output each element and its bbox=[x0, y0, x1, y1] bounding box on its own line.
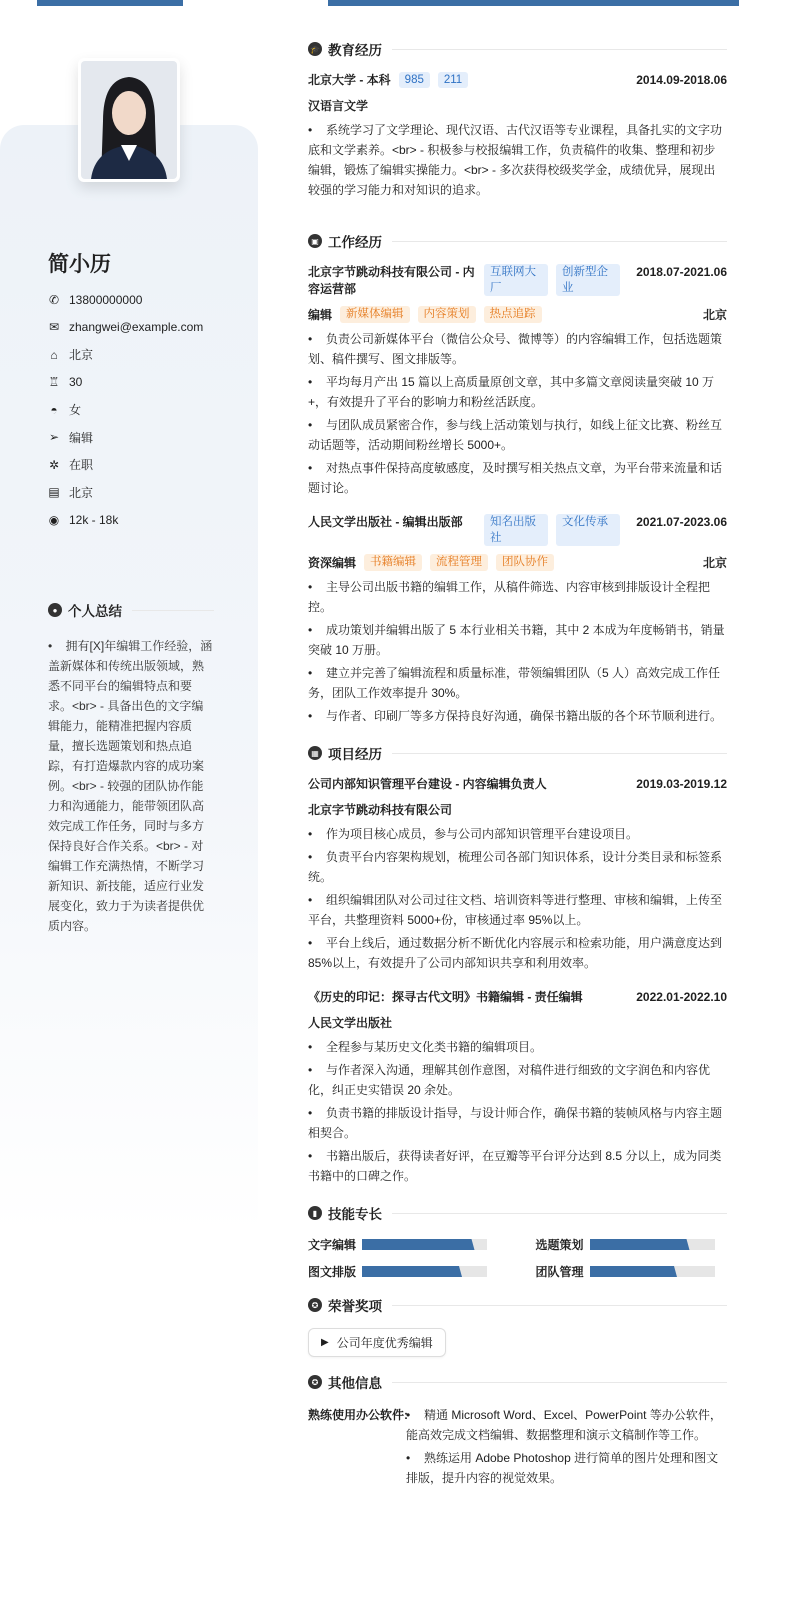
project-name: 《历史的印记：探寻古代文明》书籍编辑 - 责任编辑 bbox=[308, 990, 583, 1004]
divider bbox=[392, 1382, 727, 1383]
bullet-item: • 建立并完善了编辑流程和质量标准，带领编辑团队（5 人）高效完成工作任务，团队工作效率提升 30%。 bbox=[308, 663, 727, 703]
salary-icon: ◉ bbox=[48, 512, 60, 527]
major: 汉语言文学 bbox=[308, 99, 369, 113]
organization: 北京字节跳动科技有限公司 bbox=[308, 803, 453, 817]
project-name: 公司内部知识管理平台建设 - 内容编辑负责人 bbox=[308, 777, 547, 791]
briefcase-icon: ▣ bbox=[308, 234, 322, 248]
divider bbox=[392, 49, 727, 50]
section-title: 其他信息 bbox=[328, 1376, 382, 1391]
contact-item bbox=[48, 341, 203, 369]
bullet-item: • 系统学习了文学理论、现代汉语、古代汉语等专业课程，具备扎实的文字功底和文学素养。<br> - 积极参与校报编辑工作，负责稿件的收集、整理和初步编辑，锻炼了编辑实操能力。<br> - 多次获得校级奖学金，成绩优异，展现出较强的学习能力和对知识的追求。 bbox=[308, 120, 727, 200]
company-name: 人民文学出版社 - 编辑出版部 bbox=[308, 515, 463, 529]
summary-body: 拥有[X]年编辑工作经验，涵盖新媒体和传统出版领域，熟悉不同平台的编辑特点和要求。<br> - 具备出色的文字编辑能力，能精准把握内容质量，擅长选题策划和热点追踪，有打造爆款内容的成功案例。<br> - 较强的团队协作能力和沟通能力，能带领团队高效完成工作任务，同时与多方保持良好合作关系。<br> - 对编辑工作充满热情，不断学习新知识、新技能，适应行业发展变化，致力于为读者提供优质内容。 bbox=[48, 639, 213, 933]
status-icon: ✲ bbox=[48, 457, 60, 472]
tag: 创新型企业 bbox=[556, 264, 620, 296]
bullet-item: • 作为项目核心成员，参与公司内部知识管理平台建设项目。 bbox=[308, 824, 727, 844]
section-title: 工作经历 bbox=[328, 235, 382, 250]
contact-item bbox=[48, 451, 203, 479]
top-accent-bar-left bbox=[37, 0, 183, 6]
bullet-item: • 平均每月产出 15 篇以上高质量原创文章，其中多篇文章阅读量突破 10 万+，有效提升了平台的影响力和粉丝活跃度。 bbox=[308, 372, 727, 412]
skill-bar bbox=[590, 1239, 715, 1250]
section-title: 项目经历 bbox=[328, 747, 382, 762]
bullet-item: • 平台上线后，通过数据分析不断优化内容展示和检索功能，用户满意度达到 85%以上，有效提升了公司内部知识共享和利用效率。 bbox=[308, 933, 727, 973]
chart-icon: ▮ bbox=[308, 1206, 322, 1220]
bullet-item: • 与作者深入沟通，理解其创作意图，对稿件进行细致的文字润色和内容优化，纠正史实错误 20 余处。 bbox=[308, 1060, 727, 1100]
contact-item bbox=[48, 506, 203, 534]
divider bbox=[392, 1213, 727, 1214]
summary-header bbox=[48, 600, 214, 620]
skill-bar-fill bbox=[362, 1266, 462, 1277]
bullet-item: • 全程参与某历史文化类书籍的编辑项目。 bbox=[308, 1037, 727, 1057]
role: 资深编辑 bbox=[308, 556, 357, 570]
contact-text: 北京 bbox=[69, 485, 94, 500]
work-item bbox=[308, 264, 727, 498]
tag: 热点追踪 bbox=[484, 306, 542, 323]
contact-text: 北京 bbox=[69, 348, 94, 363]
bullet-list bbox=[308, 1037, 727, 1186]
school-name: 北京大学 - 本科 bbox=[308, 73, 391, 87]
project-icon: ▦ bbox=[308, 746, 322, 760]
section-header bbox=[308, 1294, 727, 1316]
bullet-item: • 对热点事件保持高度敏感度，及时撰写相关热点文章，为平台带来流量和话题讨论。 bbox=[308, 458, 727, 498]
award-item[interactable] bbox=[308, 1328, 446, 1357]
contact-text: 12k - 18k bbox=[69, 512, 119, 527]
skill-item bbox=[536, 1236, 728, 1253]
date: 2022.01-2022.10 bbox=[636, 990, 727, 1004]
bullet-item: • 负责平台内容架构规划，梳理公司各部门知识体系，设计分类目录和标签系统。 bbox=[308, 847, 727, 887]
contact-item bbox=[48, 479, 203, 507]
gender-icon: ◓ bbox=[50, 402, 58, 417]
divider bbox=[392, 753, 727, 754]
tag: 文化传承 bbox=[556, 514, 620, 546]
tag: 书籍编辑 bbox=[364, 554, 422, 571]
role: 编辑 bbox=[308, 308, 333, 322]
skill-name: 图文排版 bbox=[308, 1265, 357, 1279]
bullet-list bbox=[308, 577, 727, 726]
project-item bbox=[308, 776, 727, 973]
skill-bar-fill bbox=[590, 1239, 690, 1250]
city: 北京 bbox=[702, 556, 727, 570]
building-icon: ▤ bbox=[48, 485, 60, 500]
top-accent-bar-right bbox=[328, 0, 739, 6]
tag: 新媒体编辑 bbox=[340, 306, 410, 323]
bullet-item: • 与作者、印刷厂等多方保持良好沟通，确保书籍出版的各个环节顺利进行。 bbox=[308, 706, 727, 726]
bullet-list bbox=[308, 824, 727, 973]
skill-grid bbox=[308, 1236, 727, 1280]
other-info bbox=[308, 1405, 727, 1491]
skill-name: 文字编辑 bbox=[308, 1238, 357, 1252]
bullet-item: • 负责书籍的排版设计指导，与设计师合作，确保书籍的装帧风格与内容主题相契合。 bbox=[308, 1103, 727, 1143]
bullet-list bbox=[308, 329, 727, 498]
organization: 人民文学出版社 bbox=[308, 1016, 393, 1030]
award-name: 公司年度优秀编辑 bbox=[336, 1336, 433, 1350]
tag: 内容策划 bbox=[418, 306, 476, 323]
bullet-item: • 书籍出版后，获得读者好评，在豆瓣等平台评分达到 8.5 分以上，成为同类书籍中的口碑之作。 bbox=[308, 1146, 727, 1186]
section-header bbox=[308, 230, 727, 252]
user-icon: ● bbox=[48, 603, 62, 617]
bullet-item: • 负责公司新媒体平台（微信公众号、微博等）的内容编辑工作，包括选题策划、稿件撰写、图文排版等。 bbox=[308, 329, 727, 369]
divider bbox=[132, 610, 214, 611]
company-name: 北京字节跳动科技有限公司 - 内容运营部 bbox=[308, 265, 475, 296]
tag: 互联网大厂 bbox=[484, 264, 548, 296]
skill-item bbox=[308, 1236, 500, 1253]
skill-bar bbox=[362, 1266, 487, 1277]
skill-item bbox=[536, 1263, 728, 1280]
section-title: 技能专长 bbox=[328, 1207, 382, 1222]
bullet-item: • 成功策划并编辑出版了 5 本行业相关书籍，其中 2 本成为年度畅销书，销量突破 10 万册。 bbox=[308, 620, 727, 660]
summary-title: 个人总结 bbox=[68, 604, 122, 619]
bullet-item: • 组织编辑团队对公司过往文档、培训资料等进行整理、审核和编辑，上传至平台，共整理资料 5000+份，审核通过率 95%以上。 bbox=[308, 890, 727, 930]
contact-item bbox=[48, 396, 203, 424]
tag: 流程管理 bbox=[430, 554, 488, 571]
contact-text: 女 bbox=[69, 403, 82, 418]
skill-bar bbox=[362, 1239, 487, 1250]
skill-item bbox=[308, 1263, 500, 1280]
play-icon: ▶ bbox=[321, 1337, 329, 1348]
summary-text: • 拥有[X]年编辑工作经验，涵盖新媒体和传统出版领域，熟悉不同平台的编辑特点和要求。<br> - 具备出色的文字编辑能力，能精准把握内容质量，擅长选题策划和热点追踪，有打造爆款内容的成功案例。<br> - 较强的团队协作能力和沟通能力，能带领团队高效完成工作任务，同时与多方保持良好合作关系。<br> - 对编辑工作充满热情，不断学习新知识、新技能，适应行业发展变化，致力于为读者提供优质内容。 bbox=[48, 639, 213, 933]
bullet-item: • 精通 Microsoft Word、Excel、PowerPoint 等办公软件，能高效完成文档编辑、数据整理和演示文稿制作等工作。 bbox=[406, 1405, 727, 1445]
skill-bar bbox=[590, 1266, 715, 1277]
project-item bbox=[308, 989, 727, 1186]
contact-text: 13800000000 bbox=[69, 292, 143, 307]
main-content bbox=[308, 38, 727, 1491]
date: 2021.07-2023.06 bbox=[636, 515, 727, 529]
skill-bar-fill bbox=[362, 1239, 475, 1250]
award-icon: ✪ bbox=[308, 1298, 322, 1312]
phone-icon: ✆ bbox=[48, 292, 60, 307]
tag: 211 bbox=[438, 72, 468, 88]
other-label: 熟练使用办公软件: bbox=[308, 1408, 408, 1422]
contact-text: 编辑 bbox=[69, 430, 94, 445]
cake-icon: ♖ bbox=[48, 375, 60, 390]
education-item bbox=[308, 72, 727, 200]
avatar bbox=[78, 58, 180, 182]
skill-bar-fill bbox=[590, 1266, 678, 1277]
bullet-item: • 与团队成员紧密合作，参与线上活动策划与执行，如线上征文比赛、粉丝互动话题等，活动期间粉丝增长 5000+。 bbox=[308, 415, 727, 455]
divider bbox=[392, 241, 727, 242]
contact-text: zhangwei@example.com bbox=[69, 320, 204, 335]
bullet-list bbox=[308, 120, 727, 200]
section-header bbox=[308, 1371, 727, 1393]
section-title: 教育经历 bbox=[328, 43, 382, 58]
info-icon: ✪ bbox=[308, 1375, 322, 1389]
contact-item bbox=[48, 314, 203, 342]
contact-item bbox=[48, 286, 203, 314]
bullet-item: • 主导公司出版书籍的编辑工作，从稿件筛选、内容审核到排版设计全程把控。 bbox=[308, 577, 727, 617]
date: 2019.03-2019.12 bbox=[636, 777, 727, 791]
section-header bbox=[308, 1202, 727, 1224]
contact-list bbox=[48, 286, 203, 534]
contact-text: 在职 bbox=[69, 458, 94, 473]
mail-icon: ✉ bbox=[48, 320, 60, 335]
section-header bbox=[308, 38, 727, 60]
contact-item bbox=[48, 369, 203, 397]
skill-name: 团队管理 bbox=[535, 1265, 584, 1279]
tag: 985 bbox=[399, 72, 430, 88]
section-header bbox=[308, 742, 727, 764]
contact-text: 30 bbox=[69, 375, 83, 390]
bullet-item: • 熟练运用 Adobe Photoshop 进行简单的图片处理和图文排版，提升内容的视觉效果。 bbox=[406, 1448, 727, 1488]
home-icon: ⌂ bbox=[50, 347, 58, 362]
tag: 团队协作 bbox=[496, 554, 554, 571]
work-item bbox=[308, 514, 727, 726]
date: 2018.07-2021.06 bbox=[636, 265, 727, 279]
skill-name: 选题策划 bbox=[535, 1238, 584, 1252]
contact-item bbox=[48, 424, 203, 452]
section-title: 荣誉奖项 bbox=[328, 1299, 382, 1314]
divider bbox=[392, 1305, 727, 1306]
city: 北京 bbox=[702, 308, 727, 322]
date: 2014.09-2018.06 bbox=[636, 73, 727, 87]
bullet-list bbox=[406, 1405, 727, 1491]
tag: 知名出版社 bbox=[484, 514, 548, 546]
profile-name: 简小历 bbox=[48, 253, 111, 276]
education-icon: 🎓 bbox=[308, 42, 322, 56]
send-icon: ➢ bbox=[48, 430, 60, 445]
